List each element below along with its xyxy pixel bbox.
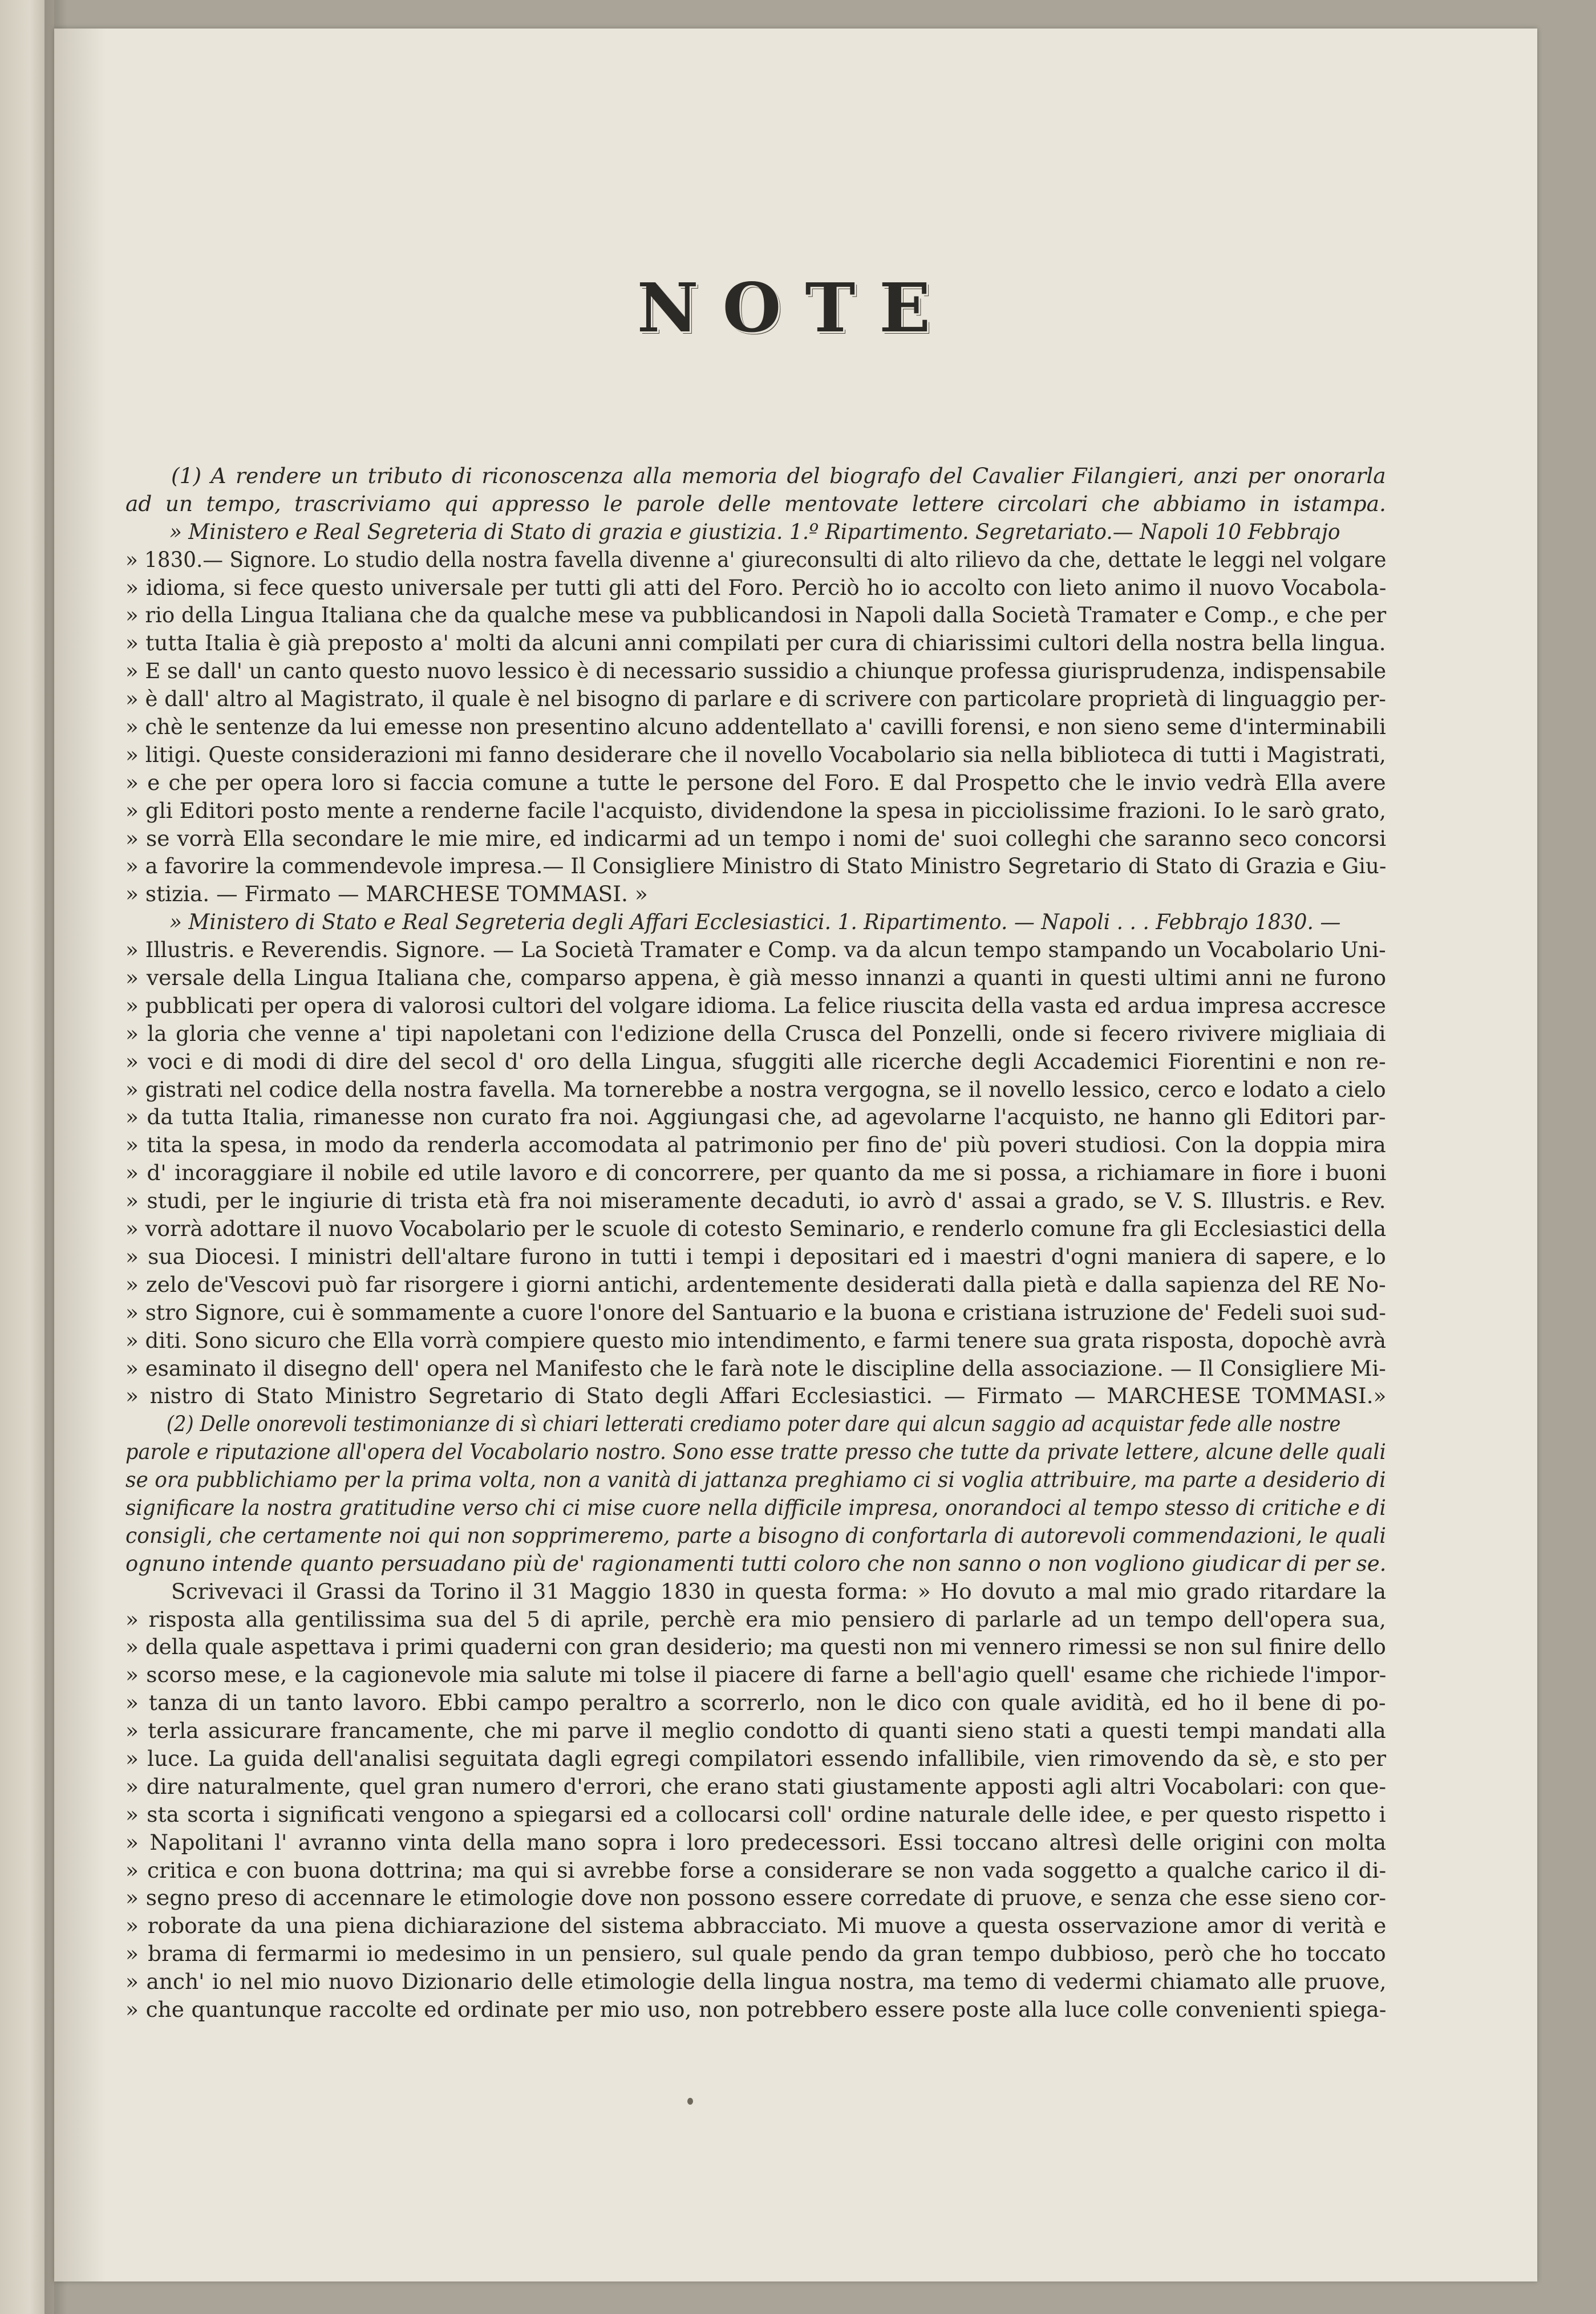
text-line: » rio della Lingua Italiana che da qualche mese va pubblicandosi in Napoli dalla Società Tramater e Comp., e che per	[125, 602, 1387, 628]
text-line: » sta scorta i significati vengono a spiegarsi ed a collocarsi coll' ordine naturale delle idee, e per questo rispetto i	[125, 1801, 1386, 1827]
text-line: » d' incoraggiare il nobile ed utile lavoro e di concorrere, per quanto da me si possa, a richiamare in fiore i buoni	[125, 1160, 1387, 1186]
ink-spot	[687, 2098, 693, 2105]
text-line: » anch' io nel mio nuovo Dizionario delle etimologie della lingua nostra, ma temo di vedermi chiamato alle pruove,	[125, 1969, 1387, 1995]
text-line: Scrivevaci il Grassi da Torino il 31 Maggio 1830 in questa forma: » Ho dovuto a mal mio grado ritardare la	[171, 1578, 1387, 1604]
page-shadow	[54, 29, 106, 2281]
text-line: » da tutta Italia, rimanesse non curato fra noi. Aggiungasi che, ad agevolarne l'acquisto, ne hanno gli Editori par-	[125, 1104, 1386, 1130]
text-line: » gli Editori posto mente a renderne facile l'acquisto, dividendone la spesa in picciolissime frazioni. Io le sarò grato,	[125, 797, 1387, 823]
text-line: » brama di fermarmi io medesimo in un pensiero, sul quale pendo da gran tempo dubbioso, però che ho toccato	[125, 1941, 1386, 1967]
text-line: » tutta Italia è già preposto a' molti da alcuni anni compilati per cura di chiarissimi cultori della nostra bella lingua.	[125, 630, 1386, 656]
text-line: » che quantunque raccolte ed ordinate per mio uso, non potrebbero essere poste alla luce colle convenienti spiega-	[125, 1996, 1387, 2022]
text-line: » scorso mese, e la cagionevole mia salute mi tolse il piacere di farne a bell'agio quell' esame che richiede l'impor-	[125, 1662, 1387, 1688]
book-page	[54, 29, 1537, 2281]
text-line: » segno preso di accennare le etimologie dove non possono essere corredate di pruove, e senza che esse sieno cor-	[125, 1885, 1387, 1911]
text-line: » se vorrà Ella secondare le mie mire, ed indicarmi ad un tempo i nomi de' suoi colleghi che saranno seco concorsi	[125, 825, 1387, 851]
text-line: » stro Signore, cui è sommamente a cuore l'onore del Santuario e la buona e cristiana istruzione de' Fedeli suoi sud-	[125, 1299, 1386, 1325]
text-line: » è dall' altro al Magistrato, il quale è nel bisogno di parlare e di scrivere con particolare proprietà di linguaggio per-	[125, 686, 1386, 712]
text-line: » Napolitani l' avranno vinta della mano sopra i loro predecessori. Essi toccano altresì delle origini con molta	[125, 1829, 1387, 1855]
text-line: » chè le sentenze da lui emesse non presentino alcuno addentellato a' cavilli forensi, e non sieno seme d'interminabili	[125, 714, 1386, 740]
text-line: (2) Delle onorevoli testimonianze di sì chiari letterati crediamo poter dare qui alcun saggio ad acquistar fede alle nostre	[166, 1411, 1341, 1437]
text-line: ad un tempo, trascriviamo qui appresso le parole delle mentovate lettere circolari che abbiamo in istampa.	[125, 491, 1386, 516]
text-line: » roborate da una piena dichiarazione del sistema abbracciato. Mi muove a questa osservazione amor di verità e	[125, 1913, 1387, 1939]
text-line: » stizia. — Firmato — MARCHESE TOMMASI. »	[125, 881, 648, 907]
text-line: (1) A rendere un tributo di riconoscenza alla memoria del biografo del Cavalier Filangieri, anzi per onorarla	[171, 463, 1386, 488]
text-line: » voci e di modi di dire del secol d' oro della Lingua, sfuggiti alle ricerche degli Accademici Fiorentini e non re-	[125, 1048, 1386, 1074]
text-line: » la gloria che venne a' tipi napoletani con l'edizione della Crusca del Ponzelli, onde si fecero rivivere migliaia di	[125, 1020, 1386, 1046]
page-title: NOTE	[637, 268, 955, 347]
text-line: » a favorire la commendevole impresa.— Il Consigliere Ministro di Stato Ministro Segretario di Stato di Grazia e Giu-	[125, 853, 1387, 879]
text-line: parole e riputazione all'opera del Vocabolario nostro. Sono esse tratte presso che tutte da private lettere, alcune delle quali	[125, 1439, 1386, 1465]
text-line: » E se dall' un canto questo nuovo lessico è di necessario sussidio a chiunque professa giurisprudenza, indispensabile	[125, 658, 1387, 684]
text-line: consigli, che certamente noi qui non sopprimeremo, parte a bisogno di confortarla di autorevoli commendazioni, le quali	[125, 1522, 1386, 1548]
text-line: » terla assicurare francamente, che mi parve il meglio condotto di quanti sieno stati a questi tempi mandati alla	[125, 1718, 1386, 1744]
text-line: » dire naturalmente, quel gran numero d'errori, che erano stati giustamente apposti agli altri Vocabolari: con que-	[125, 1773, 1387, 1799]
text-line: » sua Diocesi. I ministri dell'altare furono in tutti i tempi i depositari ed i maestri d'ogni maniera di sapere, e lo	[125, 1243, 1386, 1269]
text-line: ognuno intende quanto persuadano più de' ragionamenti tutti coloro che non sanno o non vogliono giudicar di per se.	[125, 1550, 1387, 1576]
text-line: » risposta alla gentilissima sua del 5 di aprile, perchè era mio pensiero di parlarle ad un tempo dell'opera sua,	[125, 1606, 1386, 1632]
text-line: » esaminato il disegno dell' opera nel Manifesto che le farà note le discipline della associazione. — Il Consigliere Mi-	[125, 1355, 1386, 1381]
text-line: » luce. La guida dell'analisi seguitata dagli egregi compilatori essendo infallibile, vien rimovendo da sè, e sto per	[125, 1745, 1387, 1771]
text-line: » Ministero di Stato e Real Segreteria degli Affari Ecclesiastici. 1. Ripartimento. — Napoli . . . Febbrajo 1830. —	[169, 909, 1341, 935]
text-line: » vorrà adottare il nuovo Vocabolario per le scuole di cotesto Seminario, e renderlo comune fra gli Ecclesiastici della	[125, 1216, 1387, 1242]
text-line: » tanza di un tanto lavoro. Ebbi campo peraltro a scorrerlo, non le dico con quale avidità, ed ho il bene di po-	[125, 1690, 1386, 1716]
text-line: » versale della Lingua Italiana che, comparso appena, è già messo innanzi a quanti in questi ultimi anni ne furono	[125, 965, 1387, 991]
text-line: » pubblicati per opera di valorosi cultori del volgare idioma. La felice riuscita della vasta ed ardua impresa accresce	[125, 992, 1386, 1018]
notes-text	[125, 462, 1386, 2024]
text-line: » Ministero e Real Segreteria di Stato di grazia e giustizia. 1.º Ripartimento. Segretariato.— Napoli 10 Febbrajo	[169, 518, 1340, 544]
text-line: » gistrati nel codice della nostra favella. Ma tornerebbe a nostra vergogna, se il novello lessico, cerco e lodato a cielo	[125, 1076, 1386, 1102]
text-line: » litigi. Queste considerazioni mi fanno desiderare che il novello Vocabolario sia nella biblioteca di tutti i Magistrati,	[125, 741, 1386, 767]
text-line: » critica e con buona dottrina; ma qui si avrebbe forse a considerare se non vada soggetto a qualche carico il di-	[125, 1857, 1387, 1883]
text-line: significare la nostra gratitudine verso chi ci mise cuore nella difficile impresa, onorandoci al tempo stesso di critiche e di	[125, 1494, 1386, 1520]
text-line: » diti. Sono sicuro che Ella vorrà compiere questo mio intendimento, e farmi tenere sua grata risposta, dopochè avrà	[125, 1327, 1387, 1353]
text-line: » nistro di Stato Ministro Segretario di Stato degli Affari Ecclesiastici. — Firmato — MARCHESE TOMMASI.»	[125, 1383, 1387, 1409]
text-line: se ora pubblichiamo per la prima volta, non a vanità di jattanza preghiamo ci si voglia attribuire, ma parte a desiderio di	[125, 1467, 1386, 1493]
text-line: » 1830.— Signore. Lo studio della nostra favella divenne a' giureconsulti di alto rilievo da che, dettate le leggi nel volgare	[125, 546, 1387, 572]
text-line: » tita la spesa, in modo da renderla accomodata al patrimonio per fino de' più poveri studiosi. Con la doppia mira	[125, 1132, 1386, 1158]
text-line: » Illustris. e Reverendis. Signore. — La Società Tramater e Comp. va da alcun tempo stampando un Vocabolario Uni-	[125, 937, 1386, 963]
text-line: » idioma, si fece questo universale per tutti gli atti del Foro. Perciò ho io accolto con lieto animo il nuovo Vocabola-	[125, 574, 1387, 600]
text-line: » della quale aspettava i primi quaderni con gran desiderio; ma questi non mi vennero rimessi se non sul finire dello	[125, 1634, 1386, 1660]
text-line: » e che per opera loro si faccia comune a tutte le persone del Foro. E dal Prospetto che le invio vedrà Ella avere	[125, 769, 1386, 795]
text-line: » zelo de'Vescovi può far risorgere i giorni antichi, ardentemente desiderati dalla pietà e dalla sapienza del RE No-	[125, 1271, 1386, 1297]
text-line: » studi, per le ingiurie di trista età fra noi miseramente decaduti, io avrò d' assai a grado, se V. S. Illustris. e Rev.	[125, 1188, 1386, 1214]
